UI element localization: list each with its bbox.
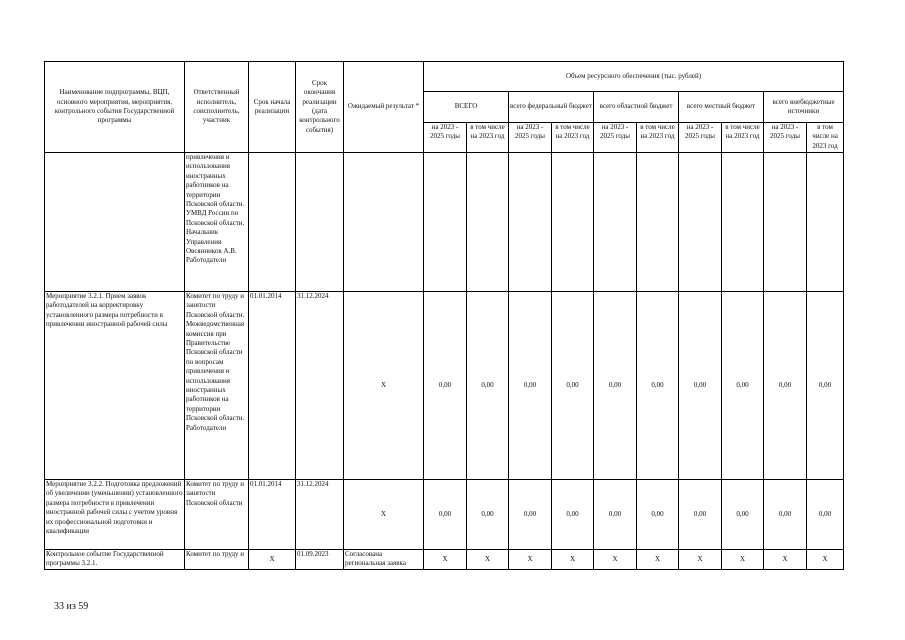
row-value: 0,00 xyxy=(764,292,807,480)
row-value: 0,00 xyxy=(424,480,467,550)
row-value: X xyxy=(509,550,552,570)
header-sub-extra-period: на 2023 - 2025 годы xyxy=(764,123,807,153)
header-resources: Объем ресурсного обеспечения (тыс. рублей) xyxy=(424,62,844,92)
row-value: 0,00 xyxy=(637,480,679,550)
row-value: 0,00 xyxy=(467,480,509,550)
row-value: 0,00 xyxy=(467,292,509,480)
header-responsible: Ответственный исполнитель, соисполнитель, участник xyxy=(185,62,249,153)
row-value: X xyxy=(552,550,594,570)
row-value: X xyxy=(679,550,722,570)
row-value: 0,00 xyxy=(764,480,807,550)
header-sub-local-2023: в том числе на 2023 год xyxy=(722,123,764,153)
header-sub-total-2023: в том числе на 2023 год xyxy=(467,123,509,153)
header-start: Срок начала реализации xyxy=(249,62,296,153)
row-value: X xyxy=(722,550,764,570)
row-name xyxy=(45,153,185,292)
header-sub-total-period: на 2023 - 2025 годы xyxy=(424,123,467,153)
row-name: Контрольное событие Государственной программы 3.2.1. xyxy=(45,550,185,570)
row-value: 0,00 xyxy=(552,292,594,480)
row-start xyxy=(249,153,296,292)
row-start: 01.01.2014 xyxy=(249,480,296,550)
header-sub-regional-2023: в том числе на 2023 год xyxy=(637,123,679,153)
row-result: X xyxy=(344,292,424,480)
row-value: X xyxy=(807,550,844,570)
header-result: Ожидаемый результат * xyxy=(344,62,424,153)
header-sub-local-period: на 2023 - 2025 годы xyxy=(679,123,722,153)
row-responsible: Комитет по труду и занятости Псковской области xyxy=(185,480,249,550)
row-value: 0,00 xyxy=(722,480,764,550)
header-sub-federal-period: на 2023 - 2025 годы xyxy=(509,123,552,153)
row-value xyxy=(594,153,637,292)
row-end xyxy=(296,153,344,292)
page-number: 33 из 59 xyxy=(54,601,89,612)
row-result: Согласована региональная заявка xyxy=(344,550,424,570)
row-value xyxy=(807,153,844,292)
table-row xyxy=(45,480,844,550)
header-sub-federal-2023: в том числе на 2023 год xyxy=(552,123,594,153)
header-group-regional: всего областной бюджет xyxy=(594,92,679,123)
row-result xyxy=(344,153,424,292)
row-value: 0,00 xyxy=(679,292,722,480)
row-end: 01.09.2023 xyxy=(296,550,344,570)
row-value: 0,00 xyxy=(807,480,844,550)
row-value: 0,00 xyxy=(722,292,764,480)
row-value: 0,00 xyxy=(637,292,679,480)
row-value xyxy=(552,153,594,292)
header-group-local: всего местный бюджет xyxy=(679,92,764,123)
row-name: Мероприятие 3.2.2. Подготовка предложений об увеличении (уменьшении) установленного размера потребности в привлечении иностранной рабочей силы с учетом уровня их профессиональной подготовки и квалификации xyxy=(45,480,185,550)
row-value: 0,00 xyxy=(807,292,844,480)
row-value: X xyxy=(594,550,637,570)
row-responsible: привлечения и использования иностранных работников на территории Псковской области. УМВД России по Псковской области. Начальник Управления Овсянников А.В. Работодатели xyxy=(185,153,249,292)
row-end: 31.12.2024 xyxy=(296,292,344,480)
row-value: 0,00 xyxy=(509,292,552,480)
row-result: X xyxy=(344,480,424,550)
row-value: X xyxy=(637,550,679,570)
row-value: X xyxy=(467,550,509,570)
header-sub-extra-2023: в том числе на 2023 год xyxy=(807,123,844,153)
row-value xyxy=(509,153,552,292)
row-responsible: Комитет по труду и занятости Псковской области. Межведомственная комиссия при Правительстве Псковской области по вопросам привлечения и использования иностранных работников на территории Псковской области. Работодатели xyxy=(185,292,249,480)
row-value: 0,00 xyxy=(594,480,637,550)
row-start: 01.01.2014 xyxy=(249,292,296,480)
table-row xyxy=(45,550,844,570)
row-value: 0,00 xyxy=(679,480,722,550)
table-row xyxy=(45,153,844,292)
row-value: X xyxy=(424,550,467,570)
row-value xyxy=(424,153,467,292)
row-value xyxy=(679,153,722,292)
header-sub-regional-period: на 2023 - 2025 годы xyxy=(594,123,637,153)
row-value: 0,00 xyxy=(424,292,467,480)
row-value: 0,00 xyxy=(509,480,552,550)
row-start: X xyxy=(249,550,296,570)
header-end: Срок окончания реализации (дата контрольного события) xyxy=(296,62,344,153)
header-name: Наименование подпрограммы, ВЦП, основного мероприятия, мероприятия, контрольного события Государственной программы xyxy=(45,62,185,153)
table-row xyxy=(45,292,844,480)
row-value xyxy=(467,153,509,292)
header-group-extrabudget: всего внебюджетные источники xyxy=(764,92,844,123)
row-value xyxy=(637,153,679,292)
header-group-total: ВСЕГО xyxy=(424,92,509,123)
row-value xyxy=(722,153,764,292)
row-name: Мероприятие 3.2.1. Прием заявок работодателей на корректировку установленного размера потребности в привлечении иностранной рабочей силы xyxy=(45,292,185,480)
row-value: 0,00 xyxy=(552,480,594,550)
header-group-federal: всего федеральный бюджет xyxy=(509,92,594,123)
resource-table xyxy=(44,61,844,570)
row-responsible: Комитет по труду и xyxy=(185,550,249,570)
row-value: X xyxy=(764,550,807,570)
row-value xyxy=(764,153,807,292)
row-end: 31.12.2024 xyxy=(296,480,344,550)
row-value: 0,00 xyxy=(594,292,637,480)
